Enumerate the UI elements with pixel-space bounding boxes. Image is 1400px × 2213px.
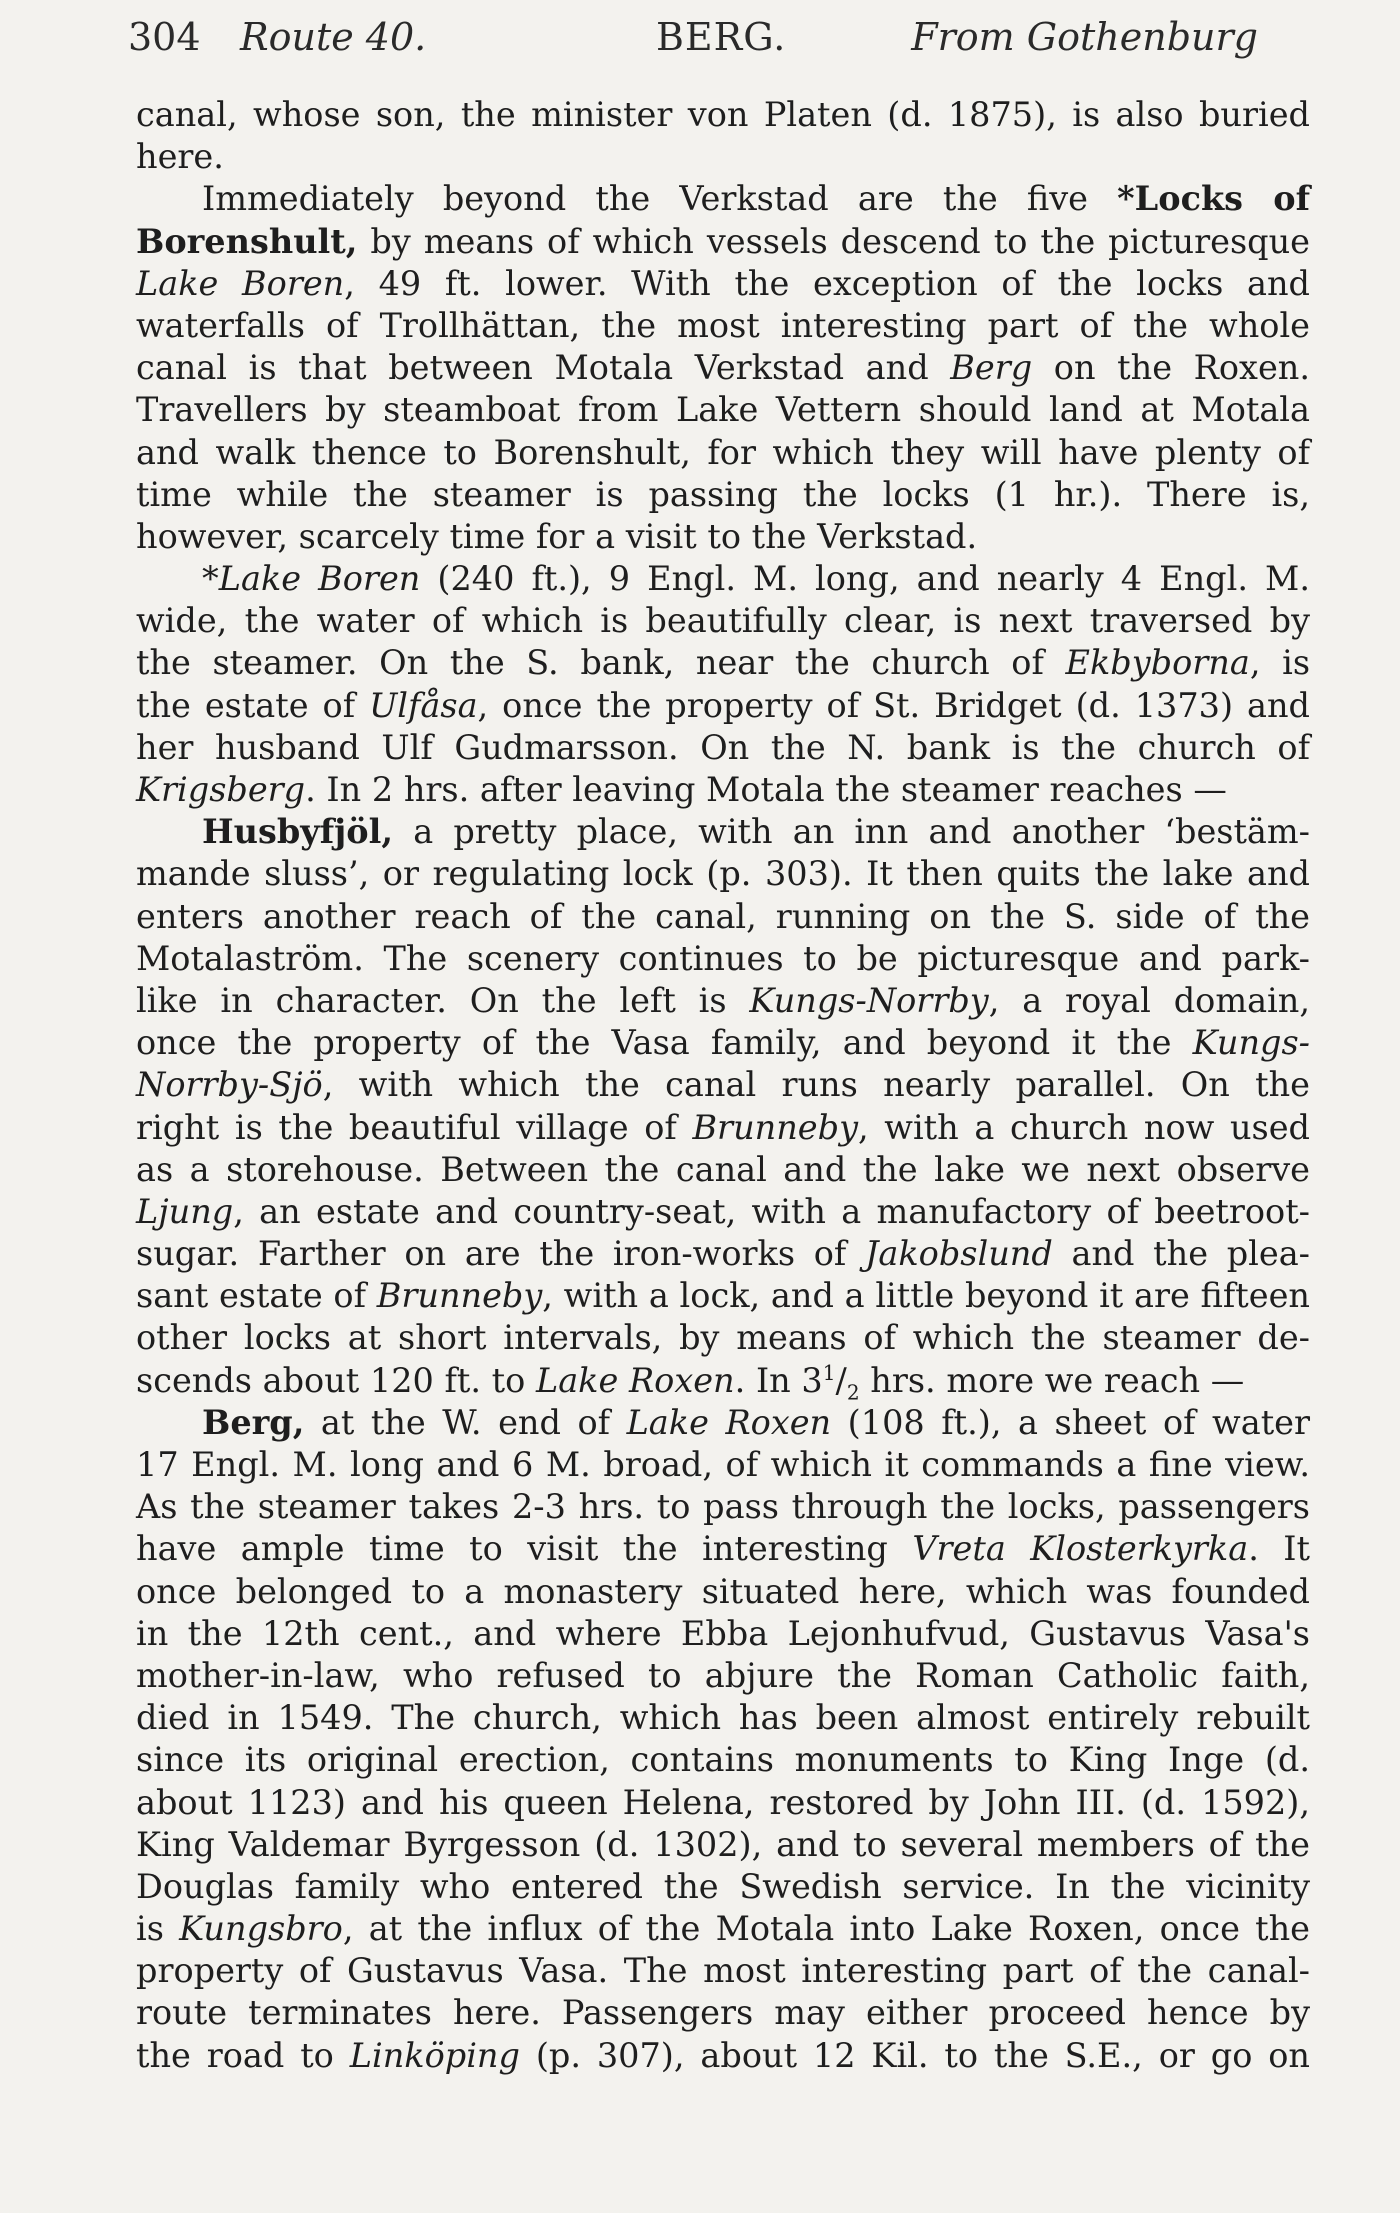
text-line: the estate of Ulfåsa, once the property of St. Bridget (d. 1373) and bbox=[136, 685, 1310, 725]
text-line: the steamer. On the S. bank, near the church of Ekbyborna, is bbox=[136, 643, 1311, 683]
text-line: Douglas family who entered the Swedish service. In the vicinity bbox=[136, 1866, 1310, 1906]
text-line: in the 12th cent., and where Ebba Lejonhufvud, Gustavus Vasa's bbox=[136, 1613, 1310, 1653]
italic-place: Lake Roxen bbox=[535, 1360, 735, 1400]
italic-place: Kungsbro bbox=[179, 1909, 343, 1949]
italic-place: Jakobslund bbox=[864, 1234, 1053, 1274]
text-line: have ample time to visit the interesting Vreta Klosterkyrka. It bbox=[136, 1529, 1310, 1569]
italic-place: Krigsberg bbox=[136, 770, 306, 809]
italic-place: Brunneby bbox=[376, 1276, 543, 1316]
text-line: is Kungsbro, at the influx of the Motala into Lake Roxen, once the bbox=[136, 1909, 1310, 1949]
paragraph-canal-continuation bbox=[136, 94, 1310, 178]
text-line: the road to Linköping (p. 307), about 12 Kil. to the S.E., or go on bbox=[136, 2035, 1310, 2075]
italic-place: Kungs- bbox=[1192, 1023, 1310, 1063]
paragraph-locks-of-borenshult bbox=[136, 178, 1310, 558]
text-line: died in 1549. The church, which has been almost entirely rebuilt bbox=[136, 1698, 1310, 1738]
italic-place: Linköping bbox=[349, 2035, 520, 2075]
text-line: sant estate of Brunneby, with a lock, and a little beyond it are fifteen bbox=[136, 1276, 1310, 1316]
italic-place: Vreta Klosterkyrka bbox=[912, 1529, 1249, 1569]
text-line: sugar. Farther on are the iron-works of Jakobslund and the plea- bbox=[136, 1234, 1311, 1274]
text-line: time while the steamer is passing the locks (1 hr.). There is, bbox=[136, 474, 1310, 514]
text-line: canal is that between Motala Verkstad and Berg on the Roxen. bbox=[136, 348, 1310, 388]
fraction-numerator: 1 bbox=[822, 1360, 836, 1385]
text-line: Borenshult, by means of which vessels descend to the picturesque bbox=[136, 221, 1310, 261]
paragraph-husbyfjol bbox=[136, 811, 1311, 1405]
text-line: King Valdemar Byrgesson (d. 1302), and to several members of the bbox=[136, 1824, 1310, 1864]
text-line: once belonged to a monastery situated here, which was founded bbox=[136, 1571, 1310, 1611]
text-line: waterfalls of Trollhättan, the most interesting part of the whole bbox=[136, 305, 1310, 345]
text-line: here. bbox=[136, 137, 224, 177]
italic-place: Brunneby bbox=[692, 1107, 858, 1147]
text-line: canal, whose son, the minister von Platen (d. 1875), is also buried bbox=[136, 95, 1310, 134]
text-line: since its original erection, contains monuments to King Inge (d. bbox=[136, 1740, 1310, 1780]
paragraph-lake-boren bbox=[136, 558, 1310, 811]
text-line: Immediately beyond the Verkstad are the five *Locks of bbox=[202, 179, 1310, 219]
bold-term: Berg, bbox=[202, 1402, 305, 1442]
place-heading: BERG. bbox=[656, 15, 787, 59]
text-line: about 1123) and his queen Helena, restored by John III. (d. 1592), bbox=[136, 1782, 1310, 1822]
text-line: Husbyfjöl, a pretty place, with an inn and another ‘bestäm- bbox=[202, 812, 1310, 852]
text-line: Krigsberg. In 2 hrs. after leaving Motala the steamer reaches — bbox=[136, 770, 1227, 809]
text-line: mande sluss’, or regulating lock (p. 303). It then quits the lake and bbox=[136, 854, 1310, 894]
text-line: *Lake Boren (240 ft.), 9 Engl. M. long, and nearly 4 Engl. M. bbox=[202, 559, 1310, 599]
paragraph-berg bbox=[136, 1402, 1310, 2077]
text-line: Travellers by steamboat from Lake Vettern should land at Motala bbox=[136, 390, 1310, 430]
bold-term: *Locks of bbox=[1117, 179, 1310, 219]
text-line: however, scarcely time for a visit to the Verkstad. bbox=[136, 516, 978, 556]
italic-place: Norrby-Sjö bbox=[136, 1065, 323, 1105]
text-line: As the steamer takes 2-3 hrs. to pass through the locks, passengers bbox=[136, 1487, 1310, 1527]
italic-place: Kungs-Norrby bbox=[749, 980, 989, 1020]
from-label: From Gothenburg bbox=[911, 15, 1258, 59]
italic-place: Lake Boren bbox=[218, 559, 421, 599]
text-line: Lake Boren, 49 ft. lower. With the exception of the locks and bbox=[136, 263, 1311, 303]
page-number: 304 bbox=[128, 15, 201, 59]
text-line: her husband Ulf Gudmarsson. On the N. bank is the church of bbox=[136, 727, 1310, 767]
text-line: as a storehouse. Between the canal and the lake we next observe bbox=[136, 1149, 1310, 1189]
text-line: Norrby-Sjö, with which the canal runs nearly parallel. On the bbox=[136, 1065, 1310, 1105]
bold-term: Husbyfjöl, bbox=[202, 812, 394, 852]
text-line: other locks at short intervals, by means of which the steamer de- bbox=[136, 1318, 1310, 1358]
text-line: 17 Engl. M. long and 6 M. broad, of which it commands a fine view. bbox=[136, 1445, 1310, 1484]
text-line: route terminates here. Passengers may either proceed hence by bbox=[136, 1993, 1310, 2033]
italic-place: Lake Roxen bbox=[626, 1402, 832, 1442]
body-text bbox=[136, 94, 1310, 2077]
route-label: Route 40. bbox=[240, 15, 427, 59]
text-line: once the property of the Vasa family, and beyond it the Kungs- bbox=[136, 1023, 1310, 1063]
italic-place: Berg bbox=[950, 348, 1033, 388]
text-line: property of Gustavus Vasa. The most interesting part of the canal- bbox=[136, 1951, 1310, 1991]
text-line: mother-in-law, who refused to abjure the Roman Catholic faith, bbox=[136, 1655, 1310, 1695]
italic-place: Ekbyborna bbox=[1065, 643, 1250, 683]
italic-place: Lake Boren bbox=[136, 263, 345, 303]
italic-place: Ulfåsa bbox=[369, 685, 478, 725]
running-head bbox=[128, 6, 1258, 68]
text-line: scends about 120 ft. to Lake Roxen. In $3^1/_2$ hrs. more we reach — bbox=[136, 1360, 1245, 1405]
text-line: Ljung, an estate and country-seat, with a manufactory of beetroot- bbox=[136, 1191, 1310, 1231]
text-line: like in character. On the left is Kungs-Norrby, a royal domain, bbox=[136, 980, 1310, 1020]
text-line: Berg, at the W. end of Lake Roxen (108 ft.), a sheet of water bbox=[202, 1402, 1310, 1442]
text-line: enters another reach of the canal, running on the S. side of the bbox=[136, 896, 1310, 936]
fraction-denominator: 2 bbox=[846, 1380, 860, 1405]
text-line: and walk thence to Borenshult, for which they will have plenty of bbox=[136, 432, 1310, 472]
text-line: wide, the water of which is beautifully clear, is next traversed by bbox=[136, 601, 1310, 641]
italic-place: Ljung bbox=[136, 1191, 234, 1231]
text-line: Motalaström. The scenery continues to be picturesque and park- bbox=[136, 938, 1310, 978]
text-line: right is the beautiful village of Brunneby, with a church now used bbox=[136, 1107, 1311, 1147]
bold-term: Borenshult, bbox=[136, 221, 358, 261]
